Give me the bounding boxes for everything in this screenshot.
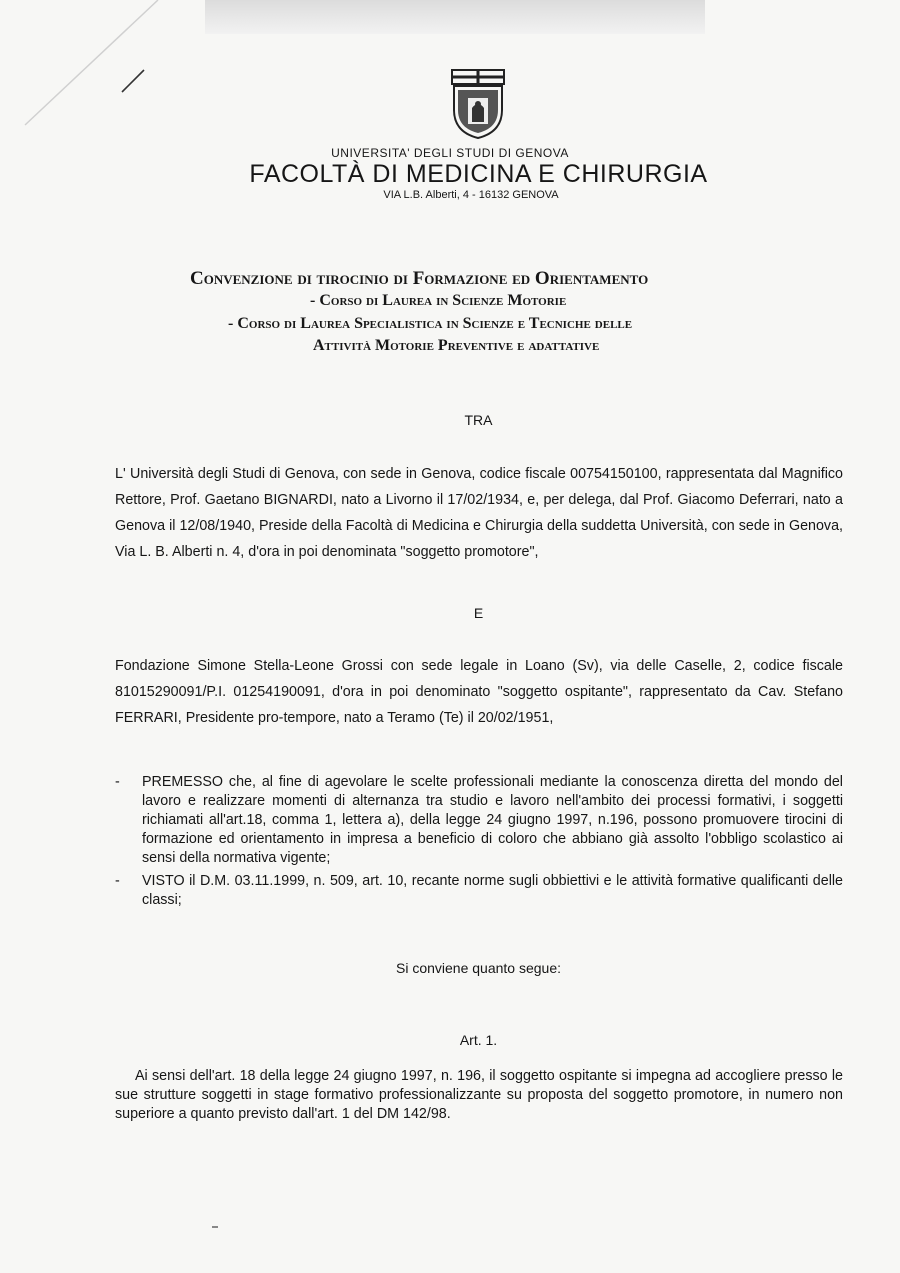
dash-bullet: - xyxy=(115,774,120,790)
agreed-heading: Si conviene quanto segue: xyxy=(395,960,561,976)
scan-shadow xyxy=(205,0,705,34)
pen-mark xyxy=(118,66,148,96)
scan-speck xyxy=(212,1226,218,1228)
list-item xyxy=(115,773,843,868)
page-fold-line xyxy=(0,0,170,130)
university-name: UNIVERSITA' DEGLI STUDI DI GENOVA xyxy=(331,146,569,160)
premise-text: VISTO il D.M. 03.11.1999, n. 509, art. 10, recante norme sugli obbiettivi e le attività formative qualificanti delle classi; xyxy=(142,873,843,908)
article-1-text: Ai sensi dell'art. 18 della legge 24 giugno 1997, n. 196, il soggetto ospitante si impegna ad accogliere presso le sue strutture soggetti in stage formativo professionalizzante su proposta del soggetto promotore, in numero non superiore a quanto previsto dall'art. 1 del DM 142/98. xyxy=(115,1068,843,1122)
list-item xyxy=(115,872,843,910)
faculty-name: FACOLTÀ DI MEDICINA E CHIRURGIA xyxy=(249,160,708,188)
title-line-3: - Corso di Laurea Specialistica in Scienze e Tecniche delle xyxy=(228,315,633,332)
between-label: TRA xyxy=(464,412,493,428)
premise-text: PREMESSO che, al fine di agevolare le scelte professionali mediante la conoscenza diretta del mondo del lavoro e realizzare momenti di alternanza tra studio e lavoro nell'ambito dei processi formativi, i soggetti richiamati all'art.18, comma 1, lettera a), della legge 24 giugno 1997, n.196, possono promuovere tirocini di formazione ed orientamento in impresa a beneficio di coloro che abbiano già assolto l'obbligo scolastico ai sensi della normativa vigente; xyxy=(142,774,843,866)
article-1-heading: Art. 1. xyxy=(459,1032,498,1048)
title-line-1: Convenzione di tirocinio di Formazione ed Orientamento xyxy=(190,268,649,289)
faculty-address: VIA L.B. Alberti, 4 - 16132 GENOVA xyxy=(383,189,559,201)
university-crest-icon xyxy=(448,66,508,142)
and-label: E xyxy=(473,605,484,621)
party-university-paragraph: L' Università degli Studi di Genova, con sede in Genova, codice fiscale 00754150100, rappresentata dal Magnifico Rettore, Prof. Gaetano BIGNARDI, nato a Livorno il 17/02/1934, e, per delega, dal Prof. Giacomo Deferrari, nato a Genova il 12/08/1940, Preside della Facoltà di Medicina e Chirurgia della suddetta Università, con sede in Genova, Via L. B. Alberti n. 4, d'ora in poi denominata "soggetto promotore", xyxy=(115,466,843,560)
title-line-2: - Corso di Laurea in Scienze Motorie xyxy=(310,292,567,309)
title-line-4: Attività Motorie Preventive e adattative xyxy=(313,337,600,354)
premises-list xyxy=(115,773,843,914)
party-host-paragraph: Fondazione Simone Stella-Leone Grossi con sede legale in Loano (Sv), via delle Caselle, 2, codice fiscale 81015290091/P.I. 01254190091, d'ora in poi denominato "soggetto ospitante", rappresentato da Cav. Stefano FERRARI, Presidente pro-tempore, nato a Teramo (Te) il 20/02/1951, xyxy=(115,658,843,726)
dash-bullet: - xyxy=(115,873,120,889)
